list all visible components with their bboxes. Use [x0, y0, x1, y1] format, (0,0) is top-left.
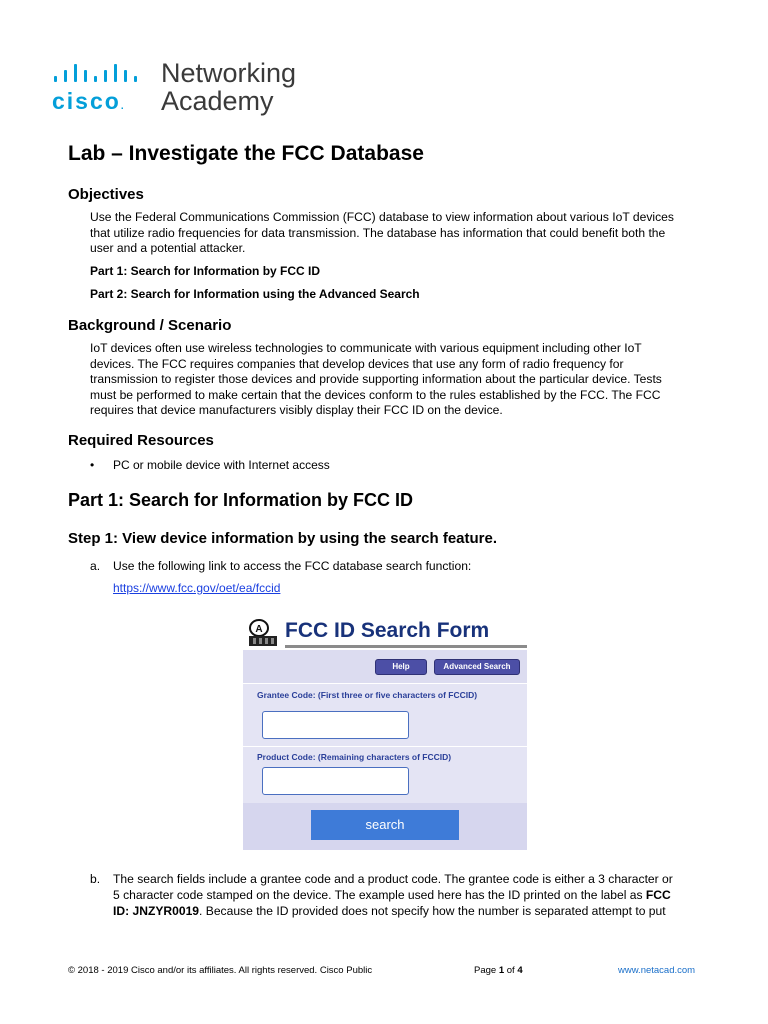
background-paragraph: IoT devices often use wireless technologies to communicate with various equipment including other IoT devices. The FCC requires companies that develop devices that use any form of radio frequency for transmission to register those devices and provide supporting information about the particular device. Tests must be performed to make certain that the devices conform to the rules established by the FCC. The FCC requires that device manufacturers visibly display their FCC ID on the device. [90, 341, 662, 417]
footer-page-number: Page 1 of 4 [474, 965, 523, 976]
fcc-form-header [243, 615, 527, 650]
objective-part2: Part 2: Search for Information using the Advanced Search [90, 287, 420, 301]
fcc-button-bar [243, 650, 527, 683]
product-code-input[interactable] [262, 767, 409, 795]
logo-networking-text: Networking [161, 58, 297, 88]
objectives-heading: Objectives [68, 186, 144, 203]
fcc-database-link[interactable]: https://www.fcc.gov/oet/ea/fccid [113, 581, 281, 595]
fcc-form-title: FCC ID Search Form [285, 619, 490, 642]
fcc-title-underline [285, 645, 527, 648]
search-button[interactable]: search [311, 810, 459, 840]
footer-netacad-link[interactable]: www.netacad.com [618, 965, 696, 976]
document-page: cisco. Networking Academy Lab – Investigate the FCC Database Objectives Use the Federal Communications Commission (FCC) database to view information about various IoT devices that utilize radio frequencies for data transmission. The database has information that could benefit both the user and a potential attacker. Part 1: Search for Information by FCC ID Part 2: Search for Information using the Advanced Search Background / Scenario IoT devices often use wireless technologies to communicate with various equipment including other IoT devices. The FCC requires companies that develop devices that use any form of radio frequency for transmission to register those devices and provide supporting information about the particular device. Tests must be performed to make certain that the devices conform to the rules established by the FCC. The FCC requires that device manufacturers visibly display their FCC ID on the device. Required Resources • PC or mobile device with Internet access Part 1: Search for Information by FCC ID Step 1: View device information by using the search feature. a. Use the following link to access the FCC database search function: https://www.fcc.gov/oet/ea/fccid A FCC ID Search Form Help Advanced Search Grantee Code: (First three or five characters of FCCID) Product Code: (Remaining characters of FCCID) search b. The search fields include a grantee code and a product code. The grantee code is either a 3 character or 5 character code stamped on the device. The example used here has the ID printed on the label as FCC ID: JNZYR0019. Because the ID provided does not specify how the number is separated attempt to put © 2018 - 2019 Cisco and/or its affiliates. All rights reserved. Cisco Public Page 1 of 4 www.netacad.com [0, 0, 768, 1024]
grantee-code-section [243, 683, 527, 746]
logo-academy-text: Academy [161, 86, 274, 116]
fcc-form-body [243, 650, 527, 850]
fcc-search-form-image [243, 615, 527, 851]
bullet-icon: • [90, 458, 95, 472]
page-title: Lab – Investigate the FCC Database [68, 142, 424, 165]
grantee-code-input[interactable] [262, 711, 409, 739]
cisco-bars-icon [52, 62, 150, 82]
product-code-section [243, 746, 527, 803]
grantee-code-label: Grantee Code: (First three or five characters of FCCID) [257, 690, 478, 700]
cisco-wordmark: cisco. [52, 88, 124, 114]
part1-heading: Part 1: Search for Information by FCC ID [68, 490, 414, 510]
objectives-paragraph: Use the Federal Communications Commission (FCC) database to view information about various IoT devices that utilize radio frequencies for data transmission. The database has information that could benefit both the user and a potential attacker. [90, 210, 674, 255]
fcc-seal-icon [245, 618, 283, 648]
product-code-label: Product Code: (Remaining characters of FCCID) [257, 752, 452, 762]
background-heading: Background / Scenario [68, 317, 232, 334]
step1-heading: Step 1: View device information by using the search feature. [68, 530, 498, 547]
cisco-networking-academy-logo [52, 58, 312, 118]
advanced-search-button[interactable]: Advanced Search [434, 659, 520, 675]
objective-part1: Part 1: Search for Information by FCC ID [90, 264, 321, 278]
resources-heading: Required Resources [68, 432, 214, 449]
help-button[interactable]: Help [375, 659, 427, 675]
footer-copyright: © 2018 - 2019 Cisco and/or its affiliates. All rights reserved. Cisco Public [68, 965, 373, 976]
svg-text:A: A [255, 624, 263, 635]
